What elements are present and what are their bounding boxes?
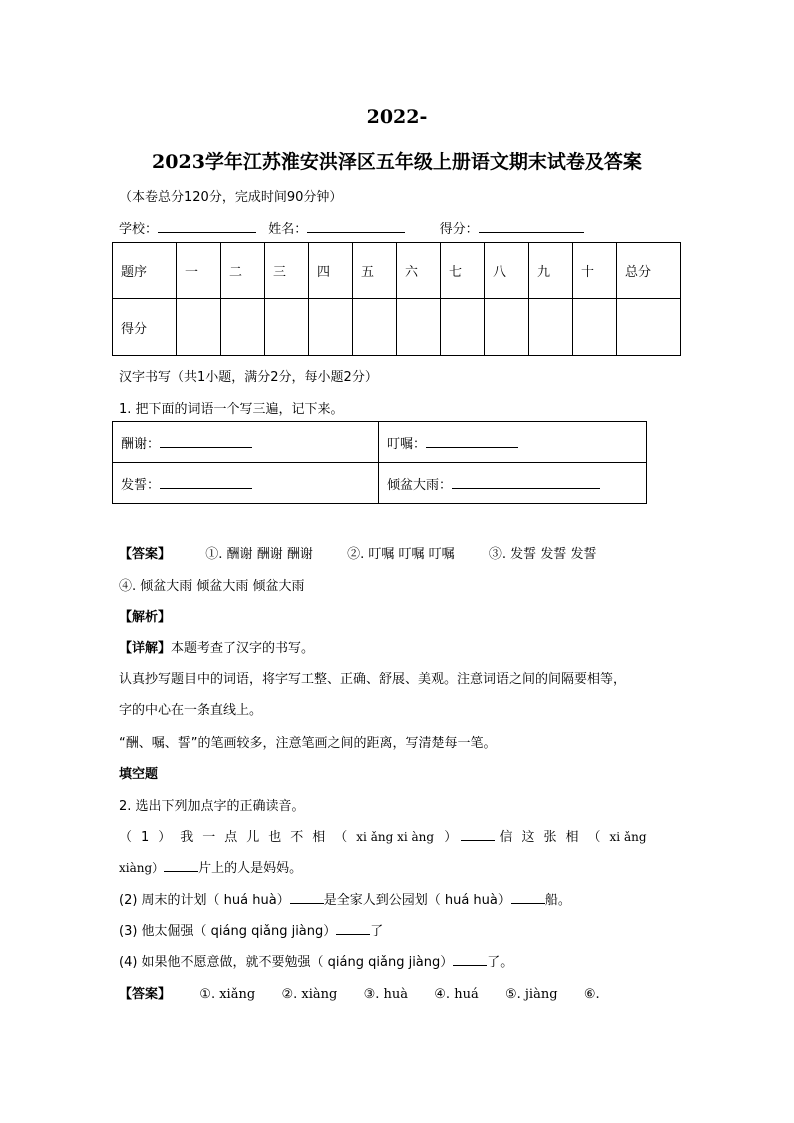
q2-text-a: (2) 周末的计划（ huá huà） <box>119 893 290 908</box>
answer2-item: ⑥. <box>583 987 600 1002</box>
analysis-label: 【解析】 <box>119 610 172 625</box>
answer2-item: ②. xiàng <box>281 987 338 1002</box>
score-row-label: 得分 <box>113 299 177 356</box>
word-blank[interactable] <box>452 476 600 489</box>
score-cell[interactable] <box>573 299 617 356</box>
section1-question: 1. 把下面的词语一个写三遍，记下来。 <box>119 402 344 417</box>
word-blank[interactable] <box>160 476 252 489</box>
detail-para1: 认真抄写题目中的词语，将字写工整、正确、舒展、美观。注意词语之间的间隔要相等， <box>119 672 627 687</box>
q2-line <box>119 889 571 908</box>
q3-blank[interactable] <box>336 922 370 935</box>
q4-text-a: (4) 如果他不愿意做，就不要勉强（ qiáng qiǎng jiàng） <box>119 955 454 970</box>
q1-pinyin3: xiàng） <box>119 861 165 875</box>
name-label: 姓名： <box>268 222 308 237</box>
word-label: 倾盆大雨： <box>387 477 453 493</box>
answer2-row <box>119 983 600 1002</box>
score-field[interactable] <box>479 220 584 233</box>
word-cell-1 <box>113 422 379 463</box>
score-cell[interactable] <box>309 299 353 356</box>
score-cell[interactable] <box>265 299 309 356</box>
q1-line2 <box>119 857 302 876</box>
detail-row <box>119 637 314 656</box>
score-col-5: 五 <box>353 243 397 299</box>
q1-text-a: （1）我一点儿也不相（ <box>119 830 357 845</box>
answer2-item: ①. xiǎng <box>199 987 256 1002</box>
score-cell[interactable] <box>353 299 397 356</box>
score-cell[interactable] <box>617 299 681 356</box>
word-label: 叮嘱： <box>387 436 427 452</box>
q1-blank-2[interactable] <box>164 859 198 872</box>
word-label: 发誓： <box>121 477 161 493</box>
q4-blank[interactable] <box>453 953 487 966</box>
detail-text: 本题考查了汉字的书写。 <box>171 641 315 656</box>
answer2-label: 【答案】 <box>119 987 172 1002</box>
score-cell[interactable] <box>529 299 573 356</box>
detail-para2: 字的中心在一条直线上。 <box>119 703 263 718</box>
school-label: 学校： <box>119 222 159 237</box>
score-cell[interactable] <box>397 299 441 356</box>
score-col-2: 二 <box>221 243 265 299</box>
score-cell[interactable] <box>441 299 485 356</box>
q1-blank-1[interactable] <box>461 828 495 841</box>
score-col-6: 六 <box>397 243 441 299</box>
score-cell[interactable] <box>177 299 221 356</box>
detail-para3: “酬、嘱、誓”的笔画较多，注意笔画之间的距离，写清楚每一笔。 <box>119 736 497 751</box>
info-row <box>119 218 584 237</box>
page-title-line2: 2023学年江苏淮安洪泽区五年级上册语文期末试卷及答案 <box>152 151 642 173</box>
score-col-1: 一 <box>177 243 221 299</box>
q2-blank-2[interactable] <box>511 891 545 904</box>
q2-blank-1[interactable] <box>290 891 324 904</box>
score-header-label: 题序 <box>113 243 177 299</box>
word-label: 酬谢： <box>121 436 161 452</box>
name-field[interactable] <box>307 220 405 233</box>
answer1-item: ③. 发誓 发誓 发誓 <box>488 547 597 562</box>
score-col-3: 三 <box>265 243 309 299</box>
q1-text-b: ） <box>444 830 458 845</box>
q1-line1 <box>119 826 647 845</box>
detail-label: 【详解】 <box>119 641 172 656</box>
word-cell-4 <box>379 463 647 504</box>
answer1-row <box>119 543 596 562</box>
section1-heading: 汉字书写（共1小题，满分2分，每小题2分） <box>119 370 378 385</box>
page-title-line1: 2022- <box>366 106 428 128</box>
q2-text-b: 是全家人到公园划（ huá huà） <box>323 893 511 908</box>
q1-text-c: 信这张相（ <box>499 830 610 845</box>
q4-text-b: 了。 <box>487 955 514 970</box>
section2-heading: 填空题 <box>119 767 159 782</box>
score-label: 得分： <box>439 222 479 237</box>
q1-pinyin: xi ǎng xi àng <box>356 830 435 844</box>
word-cell-2 <box>379 422 647 463</box>
word-cell-3 <box>113 463 379 504</box>
exam-note: （本卷总分120分，完成时间90分钟） <box>119 190 343 205</box>
answer1-item: ②. 叮嘱 叮嘱 叮嘱 <box>347 547 455 562</box>
word-blank[interactable] <box>426 435 518 448</box>
answer2-item: ③. huà <box>363 987 408 1002</box>
score-col-9: 九 <box>529 243 573 299</box>
q1-text-d: 片上的人是妈妈。 <box>198 861 303 876</box>
q1-pinyin2: xi ǎng <box>609 830 647 844</box>
q4-line <box>119 951 513 970</box>
word-table <box>112 421 647 504</box>
answer2-item: ⑤. jiàng <box>504 987 558 1002</box>
section2-question: 2. 选出下列加点字的正确读音。 <box>119 799 305 814</box>
score-table <box>112 242 681 356</box>
score-cell[interactable] <box>485 299 529 356</box>
answer1-label: 【答案】 <box>119 547 172 562</box>
q3-text-a: (3) 他太倔强（ qiáng qiǎng jiàng） <box>119 924 337 939</box>
score-col-10: 十 <box>573 243 617 299</box>
answer2-item: ④. huá <box>434 987 479 1002</box>
score-cell[interactable] <box>221 299 265 356</box>
answer1-item: ①. 酬谢 酬谢 酬谢 <box>205 547 313 562</box>
score-col-7: 七 <box>441 243 485 299</box>
score-col-4: 四 <box>309 243 353 299</box>
score-col-total: 总分 <box>617 243 681 299</box>
q2-text-c: 船。 <box>544 893 571 908</box>
q3-text-b: 了 <box>370 924 384 939</box>
school-field[interactable] <box>158 220 256 233</box>
score-col-8: 八 <box>485 243 529 299</box>
answer1-item4: ④. 倾盆大雨 倾盆大雨 倾盆大雨 <box>119 579 305 594</box>
word-blank[interactable] <box>160 435 252 448</box>
q3-line <box>119 920 383 939</box>
